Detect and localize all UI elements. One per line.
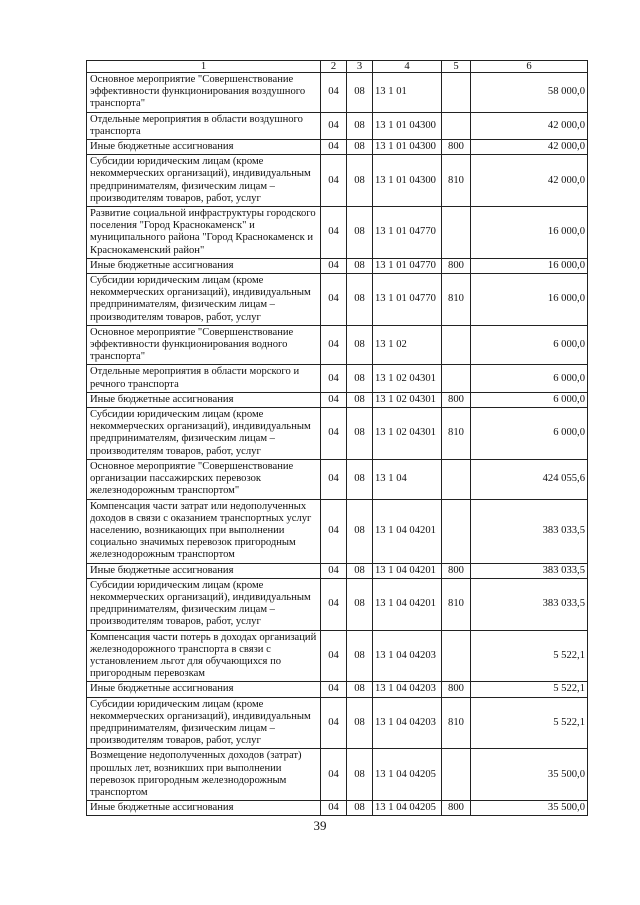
expense-type-cell: 810: [442, 578, 471, 630]
subsection-code-cell: 08: [347, 325, 373, 365]
row-name-cell: Иные бюджетные ассигнования: [87, 140, 321, 155]
section-code-cell: 04: [321, 140, 347, 155]
expense-type-cell: [442, 112, 471, 139]
section-code-cell: 04: [321, 112, 347, 139]
table-row: [87, 325, 588, 365]
subsection-code-cell: 08: [347, 563, 373, 578]
target-article-cell: 13 1 02 04301: [373, 365, 442, 392]
amount-cell: 6 000,0: [471, 325, 588, 365]
amount-cell: 383 033,5: [471, 578, 588, 630]
section-code-cell: 04: [321, 801, 347, 816]
expense-type-cell: [442, 499, 471, 563]
subsection-code-cell: 08: [347, 578, 373, 630]
target-article-cell: 13 1 04 04201: [373, 563, 442, 578]
expense-type-cell: [442, 325, 471, 365]
target-article-cell: 13 1 01 04300: [373, 155, 442, 207]
section-code-cell: 04: [321, 155, 347, 207]
amount-cell: 6 000,0: [471, 392, 588, 407]
column-header: 3: [347, 61, 373, 73]
row-name-cell: Развитие социальной инфраструктуры городского поселения "Город Краснокаменск" и муниципального района "Город Краснокаменск и Краснокаменский район": [87, 207, 321, 259]
subsection-code-cell: 08: [347, 801, 373, 816]
row-name-cell: Субсидии юридическим лицам (кроме некоммерческих организаций), индивидуальным предпринимателям, физическим лицам – производителям товаров, работ, услуг: [87, 697, 321, 749]
subsection-code-cell: 08: [347, 365, 373, 392]
section-code-cell: 04: [321, 325, 347, 365]
amount-cell: 58 000,0: [471, 73, 588, 113]
table-row: [87, 682, 588, 697]
expense-type-cell: 810: [442, 408, 471, 460]
column-header: 2: [321, 61, 347, 73]
table-row: [87, 630, 588, 682]
expense-type-cell: 800: [442, 392, 471, 407]
amount-cell: 5 522,1: [471, 682, 588, 697]
section-code-cell: 04: [321, 749, 347, 801]
table-row: [87, 459, 588, 499]
table-row: [87, 801, 588, 816]
target-article-cell: 13 1 01 04770: [373, 207, 442, 259]
target-article-cell: 13 1 04 04203: [373, 697, 442, 749]
expense-type-cell: [442, 630, 471, 682]
target-article-cell: 13 1 02 04301: [373, 392, 442, 407]
table-row: [87, 140, 588, 155]
target-article-cell: 13 1 04: [373, 459, 442, 499]
section-code-cell: 04: [321, 207, 347, 259]
target-article-cell: 13 1 04 04201: [373, 499, 442, 563]
subsection-code-cell: 08: [347, 274, 373, 326]
target-article-cell: 13 1 01 04770: [373, 258, 442, 273]
section-code-cell: 04: [321, 274, 347, 326]
section-code-cell: 04: [321, 392, 347, 407]
subsection-code-cell: 08: [347, 697, 373, 749]
amount-cell: 383 033,5: [471, 563, 588, 578]
expense-type-cell: [442, 459, 471, 499]
row-name-cell: Компенсация части затрат или недополученных доходов в связи с оказанием транспортных услуг населению, возникающих при выполнении социально значимых перевозок пригородным железнодорожным транспортом: [87, 499, 321, 563]
section-code-cell: 04: [321, 258, 347, 273]
subsection-code-cell: 08: [347, 112, 373, 139]
amount-cell: 16 000,0: [471, 207, 588, 259]
amount-cell: 6 000,0: [471, 365, 588, 392]
column-header: 5: [442, 61, 471, 73]
subsection-code-cell: 08: [347, 392, 373, 407]
section-code-cell: 04: [321, 459, 347, 499]
subsection-code-cell: 08: [347, 155, 373, 207]
row-name-cell: Иные бюджетные ассигнования: [87, 801, 321, 816]
amount-cell: 35 500,0: [471, 749, 588, 801]
expense-type-cell: [442, 365, 471, 392]
section-code-cell: 04: [321, 73, 347, 113]
expense-type-cell: 800: [442, 258, 471, 273]
subsection-code-cell: 08: [347, 140, 373, 155]
row-name-cell: Отдельные мероприятия в области воздушного транспорта: [87, 112, 321, 139]
expense-type-cell: [442, 749, 471, 801]
row-name-cell: Иные бюджетные ассигнования: [87, 392, 321, 407]
expense-type-cell: 800: [442, 801, 471, 816]
amount-cell: 35 500,0: [471, 801, 588, 816]
expense-type-cell: [442, 207, 471, 259]
row-name-cell: Иные бюджетные ассигнования: [87, 258, 321, 273]
table-row: [87, 258, 588, 273]
target-article-cell: 13 1 01 04300: [373, 112, 442, 139]
table-row: [87, 274, 588, 326]
subsection-code-cell: 08: [347, 207, 373, 259]
amount-cell: 16 000,0: [471, 258, 588, 273]
expense-type-cell: 810: [442, 274, 471, 326]
subsection-code-cell: 08: [347, 258, 373, 273]
subsection-code-cell: 08: [347, 682, 373, 697]
expense-type-cell: 810: [442, 155, 471, 207]
subsection-code-cell: 08: [347, 499, 373, 563]
table-row: [87, 207, 588, 259]
target-article-cell: 13 1 04 04203: [373, 630, 442, 682]
target-article-cell: 13 1 01 04300: [373, 140, 442, 155]
row-name-cell: Субсидии юридическим лицам (кроме некоммерческих организаций), индивидуальным предпринимателям, физическим лицам – производителям товаров, работ, услуг: [87, 578, 321, 630]
row-name-cell: Возмещение недополученных доходов (затрат) прошлых лет, возникших при выполнении перевозок пригородным железнодорожным транспортом: [87, 749, 321, 801]
amount-cell: 42 000,0: [471, 155, 588, 207]
section-code-cell: 04: [321, 365, 347, 392]
table-row: [87, 749, 588, 801]
target-article-cell: 13 1 04 04203: [373, 682, 442, 697]
amount-cell: 42 000,0: [471, 140, 588, 155]
row-name-cell: Компенсация части потерь в доходах организаций железнодорожного транспорта в связи с установлением льгот для обучающихся по пригородным перевозкам: [87, 630, 321, 682]
column-header: 1: [87, 61, 321, 73]
expense-type-cell: 800: [442, 682, 471, 697]
amount-cell: 16 000,0: [471, 274, 588, 326]
row-name-cell: Основное мероприятие "Совершенствование организации пассажирских перевозок железнодорожным транспортом": [87, 459, 321, 499]
table-row: [87, 73, 588, 113]
table-row: [87, 112, 588, 139]
target-article-cell: 13 1 02: [373, 325, 442, 365]
page-number: 39: [313, 818, 327, 833]
section-code-cell: 04: [321, 630, 347, 682]
table-row: [87, 365, 588, 392]
row-name-cell: Основное мероприятие "Совершенствование эффективности функционирования воздушного транспорта": [87, 73, 321, 113]
header-row: [87, 61, 588, 73]
section-code-cell: 04: [321, 499, 347, 563]
target-article-cell: 13 1 01: [373, 73, 442, 113]
amount-cell: 424 055,6: [471, 459, 588, 499]
amount-cell: 5 522,1: [471, 630, 588, 682]
target-article-cell: 13 1 04 04205: [373, 801, 442, 816]
table-row: [87, 392, 588, 407]
row-name-cell: Основное мероприятие "Совершенствование эффективности функционирования водного транспорта": [87, 325, 321, 365]
subsection-code-cell: 08: [347, 73, 373, 113]
table-row: [87, 697, 588, 749]
budget-table: [86, 60, 588, 816]
table-row: [87, 408, 588, 460]
row-name-cell: Иные бюджетные ассигнования: [87, 682, 321, 697]
subsection-code-cell: 08: [347, 459, 373, 499]
column-header: 4: [373, 61, 442, 73]
target-article-cell: 13 1 04 04201: [373, 578, 442, 630]
section-code-cell: 04: [321, 578, 347, 630]
expense-type-cell: [442, 73, 471, 113]
subsection-code-cell: 08: [347, 408, 373, 460]
table-row: [87, 578, 588, 630]
table-row: [87, 155, 588, 207]
section-code-cell: 04: [321, 697, 347, 749]
expense-type-cell: 800: [442, 563, 471, 578]
row-name-cell: Иные бюджетные ассигнования: [87, 563, 321, 578]
subsection-code-cell: 08: [347, 630, 373, 682]
amount-cell: 5 522,1: [471, 697, 588, 749]
row-name-cell: Субсидии юридическим лицам (кроме некоммерческих организаций), индивидуальным предпринимателям, физическим лицам – производителям товаров, работ, услуг: [87, 274, 321, 326]
column-header: 6: [471, 61, 588, 73]
amount-cell: 42 000,0: [471, 112, 588, 139]
row-name-cell: Отдельные мероприятия в области морского и речного транспорта: [87, 365, 321, 392]
target-article-cell: 13 1 01 04770: [373, 274, 442, 326]
row-name-cell: Субсидии юридическим лицам (кроме некоммерческих организаций), индивидуальным предпринимателям, физическим лицам – производителям товаров, работ, услуг: [87, 155, 321, 207]
table-row: [87, 563, 588, 578]
budget-table-body: [87, 61, 588, 816]
row-name-cell: Субсидии юридическим лицам (кроме некоммерческих организаций), индивидуальным предпринимателям, физическим лицам – производителям товаров, работ, услуг: [87, 408, 321, 460]
section-code-cell: 04: [321, 682, 347, 697]
target-article-cell: 13 1 02 04301: [373, 408, 442, 460]
table-row: [87, 499, 588, 563]
amount-cell: 383 033,5: [471, 499, 588, 563]
section-code-cell: 04: [321, 408, 347, 460]
expense-type-cell: 800: [442, 140, 471, 155]
amount-cell: 6 000,0: [471, 408, 588, 460]
target-article-cell: 13 1 04 04205: [373, 749, 442, 801]
expense-type-cell: 810: [442, 697, 471, 749]
section-code-cell: 04: [321, 563, 347, 578]
subsection-code-cell: 08: [347, 749, 373, 801]
